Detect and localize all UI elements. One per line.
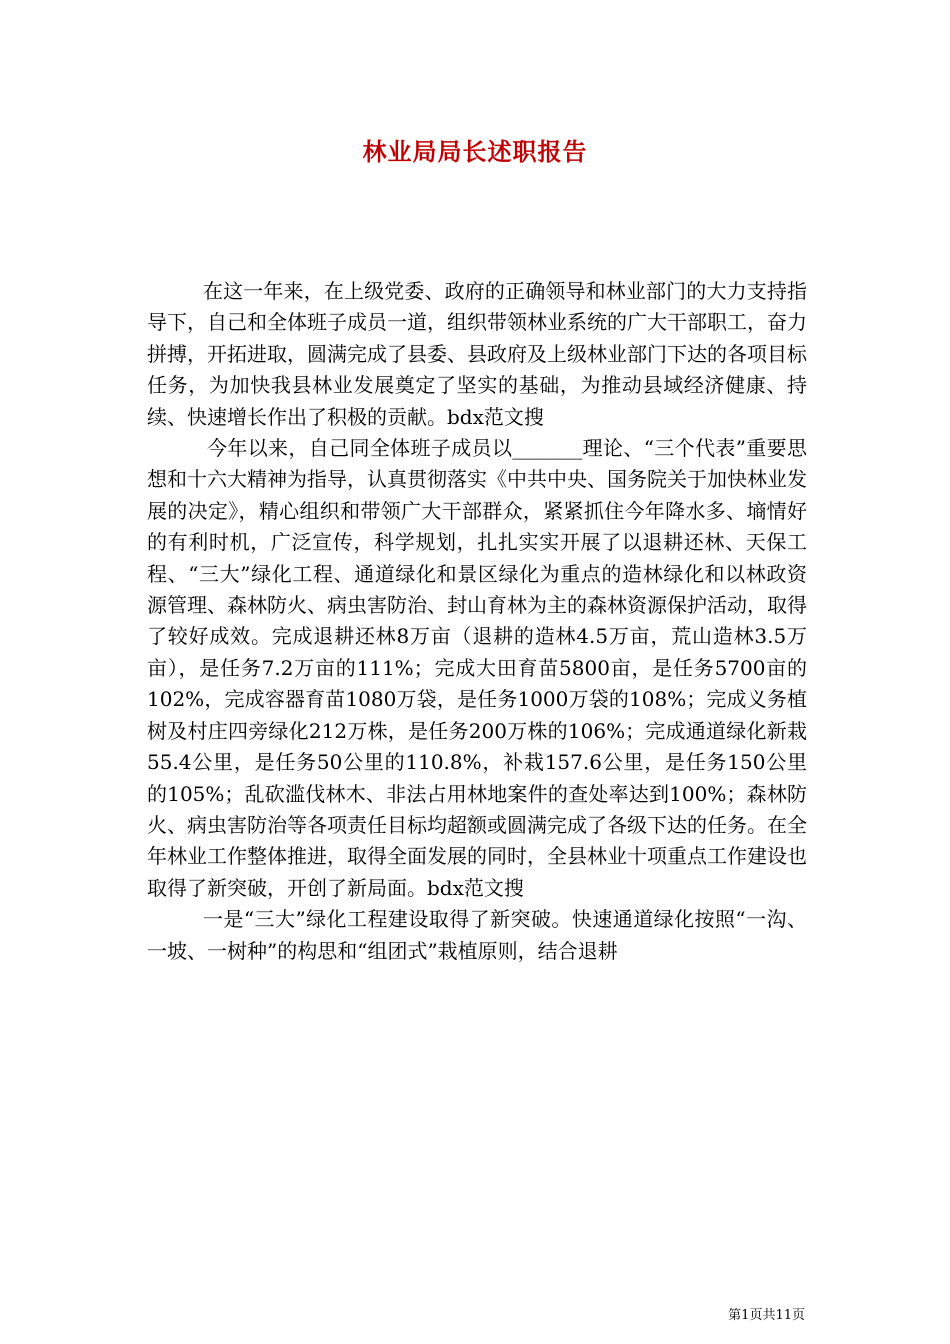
body-paragraph-3: 一是“三大”绿化工程建设取得了新突破。快速通道绿化按照“一沟、一坡、一树种”的构思和“组团式”栽植原则，结合退耕 [147, 907, 807, 963]
body-paragraph-1: 在这一年来，在上级党委、政府的正确领导和林业部门的大力支持指导下，自己和全体班子成员一道，组织带领林业系统的广大干部职工，奋力拼搏，开拓进取，圆满完成了县委、县政府及上级林业部门下达的各项目标任务，为加快我县林业发展奠定了坚实的基础，为推动县域经济健康、持续、快速增长作出了积极的贡献。bdx范文搜 [147, 279, 807, 429]
document-body [147, 276, 807, 967]
body-paragraph-2: 今年以来，自己同全体班子成员以_______理论、“三个代表”重要思想和十六大精神为指导，认真贯彻落实《中共中央、国务院关于加快林业发展的决定》，精心组织和带领广大干部群众，紧紧抓住今年降水多、墒情好的有利时机，广泛宣传，科学规划，扎扎实实开展了以退耕还林、天保工程、“三大”绿化工程、通道绿化和景区绿化为重点的造林绿化和以林政资源管理、森林防火、病虫害防治、封山育林为主的森林资源保护活动，取得了较好成效。完成退耕还林8万亩（退耕的造林4.5万亩，荒山造林3.5万亩），是任务7.2万亩的111%；完成大田育苗5800亩，是任务5700亩的102%，完成容器育苗1080万袋，是任务1000万袋的108%；完成义务植树及村庄四旁绿化212万株，是任务200万株的106%；完成通道绿化新栽55.4公里，是任务50公里的110.8%，补栽157.6公里，是任务150公里的105%；乱砍滥伐林木、非法占用林地案件的查处率达到100%；森林防火、病虫害防治等各项责任目标均超额或圆满完成了各级下达的任务。在全年林业工作整体推进，取得全面发展的同时，全县林业十项重点工作建设也取得了新突破，开创了新局面。bdx范文搜 [147, 436, 807, 900]
page-number-footer: 第1页共11页 [728, 1308, 805, 1323]
document-title: 林业局局长述职报告 [362, 137, 588, 166]
